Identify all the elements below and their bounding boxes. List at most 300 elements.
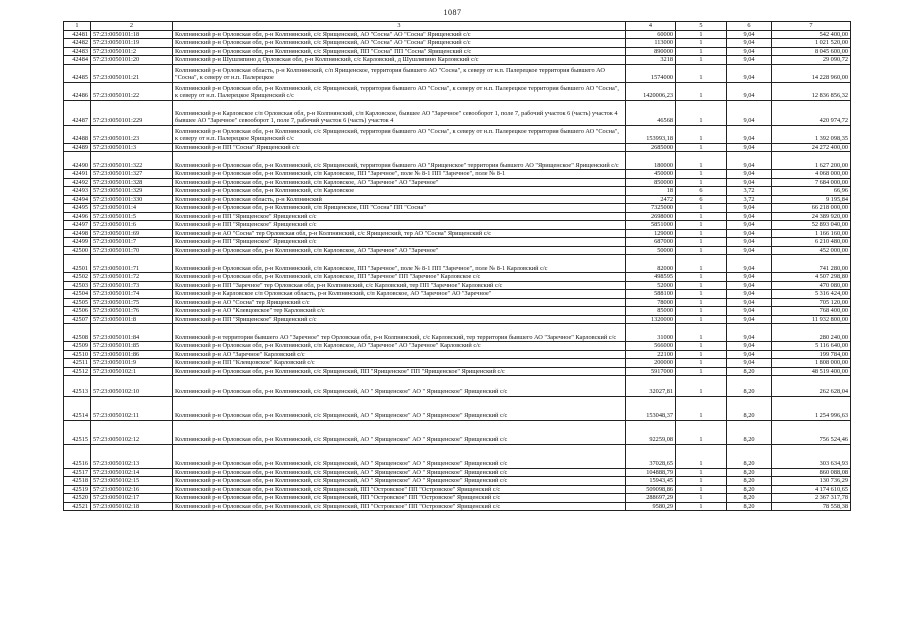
- cadastral-number-cell: 57:23:0050101:5: [91, 212, 173, 221]
- address-cell: Колпнянский р-н Орловская обл, р-н Колпнянский, с/с Ярищенский, АО " Ярищенское" АО " Ярищенское" Ярищенский с/с: [173, 468, 626, 477]
- specific-value-cell: 8,20: [727, 468, 772, 477]
- address-cell: Колпнянский р-н Орловская обл, р-н Колпнянский, с/с Ярищенский, АО " Ярищенское" АО " Ярищенское" Ярищенский с/с: [173, 477, 626, 486]
- cadastral-number-cell: 57:23:0050101:23: [91, 125, 173, 143]
- address-cell: Колпнянский р-н ПП "Ярищенское" Ярищенский с/с: [173, 238, 626, 247]
- cadastral-number-cell: 57:23:0050102:13: [91, 444, 173, 468]
- row-number-cell: 42500: [64, 246, 91, 255]
- category-code-cell: 1: [676, 367, 727, 376]
- area-cell: 82000: [626, 255, 676, 273]
- area-cell: 52000: [626, 281, 676, 290]
- area-cell: 2685000: [626, 143, 676, 152]
- specific-value-cell: 3,72: [727, 195, 772, 204]
- page-number: 1087: [443, 8, 462, 17]
- cadastral-number-cell: 57:23:0050101:75: [91, 298, 173, 307]
- area-cell: 890000: [626, 47, 676, 56]
- address-cell: Колпнянский р-н Орловская область, р-н Колпнянский: [173, 195, 626, 204]
- row-number-cell: 42507: [64, 315, 91, 324]
- cadastral-number-cell: 57:23:0050102:16: [91, 485, 173, 494]
- row-number-cell: 42490: [64, 152, 91, 170]
- cadastral-value-cell: 1 392 098,35: [772, 125, 851, 143]
- category-code-cell: 6: [676, 195, 727, 204]
- table-row: [64, 170, 851, 179]
- table-row: [64, 56, 851, 65]
- specific-value-cell: 9,04: [727, 125, 772, 143]
- area-cell: 2698000: [626, 212, 676, 221]
- area-cell: 850000: [626, 178, 676, 187]
- row-number-cell: 42499: [64, 238, 91, 247]
- address-cell: Колпнянский р-н Орловская обл, р-н Колпнянский, с/п Карловское, АО "Заречное" АО "Заречное" Карловский с/с: [173, 342, 626, 351]
- table-row: [64, 315, 851, 324]
- area-cell: 288697,29: [626, 494, 676, 503]
- category-code-cell: 1: [676, 324, 727, 342]
- cadastral-value-cell: 78 558,38: [772, 502, 851, 511]
- row-number-cell: 42518: [64, 477, 91, 486]
- row-number-cell: 42483: [64, 47, 91, 56]
- specific-value-cell: 9,04: [727, 30, 772, 39]
- category-code-cell: 1: [676, 485, 727, 494]
- category-code-cell: 1: [676, 47, 727, 56]
- category-code-cell: 1: [676, 298, 727, 307]
- category-code-cell: 1: [676, 143, 727, 152]
- address-cell: Колпнянский р-н АО "Сосна" тер Орловская обл, р-н Колпнянский, с/с Ярищенский, тер АО "Сосна" Ярищенский с/с: [173, 229, 626, 238]
- address-cell: Колпнянский р-н ПП "Ярищенское" Ярищенский с/с: [173, 212, 626, 221]
- column-number: 3: [173, 22, 626, 31]
- cadastral-number-cell: 57:23:0050102:18: [91, 502, 173, 511]
- table-row: [64, 477, 851, 486]
- address-cell: Колпнянский р-н Орловская обл, р-н Колпнянский, с/с Ярищенский, ПП "Островское" ПП "Островское" Ярищенский с/с: [173, 485, 626, 494]
- area-cell: 50000: [626, 246, 676, 255]
- category-code-cell: 1: [676, 290, 727, 299]
- row-number-cell: 42519: [64, 485, 91, 494]
- row-number-cell: 42506: [64, 307, 91, 316]
- row-number-cell: 42521: [64, 502, 91, 511]
- area-cell: 1420006,23: [626, 82, 676, 100]
- address-cell: Колпнянский р-н АО "Заречное" Карловский с/с: [173, 350, 626, 359]
- cadastral-value-cell: 860 088,08: [772, 468, 851, 477]
- specific-value-cell: 9,04: [727, 212, 772, 221]
- cadastral-number-cell: 57:23:0050101:84: [91, 324, 173, 342]
- cadastral-value-cell: 24 389 920,00: [772, 212, 851, 221]
- row-number-cell: 42493: [64, 187, 91, 196]
- category-code-cell: 1: [676, 170, 727, 179]
- cadastral-value-table: [63, 21, 851, 511]
- cadastral-value-cell: 1 021 520,00: [772, 39, 851, 48]
- area-cell: 22100: [626, 350, 676, 359]
- cadastral-number-cell: 57:23:0050101:76: [91, 307, 173, 316]
- table-row: [64, 468, 851, 477]
- cadastral-value-cell: 66 218 000,00: [772, 204, 851, 213]
- category-code-cell: 1: [676, 64, 727, 82]
- area-cell: 566000: [626, 342, 676, 351]
- column-number: 4: [626, 22, 676, 31]
- specific-value-cell: 8,20: [727, 485, 772, 494]
- table-row: [64, 367, 851, 376]
- specific-value-cell: 8,20: [727, 367, 772, 376]
- category-code-cell: 1: [676, 178, 727, 187]
- specific-value-cell: 9,04: [727, 204, 772, 213]
- cadastral-value-cell: 262 628,04: [772, 376, 851, 397]
- address-cell: Колпнянский р-н Орловская обл, р-н Колпнянский, с/с Ярищенский, АО " Ярищенское" АО " Ярищенское" Ярищенский с/с: [173, 444, 626, 468]
- cadastral-value-cell: 705 120,00: [772, 298, 851, 307]
- area-cell: 60000: [626, 30, 676, 39]
- row-number-cell: 42516: [64, 444, 91, 468]
- row-number-cell: 42485: [64, 64, 91, 82]
- cadastral-value-cell: 5 116 640,00: [772, 342, 851, 351]
- row-number-cell: 42491: [64, 170, 91, 179]
- cadastral-number-cell: 57:23:0050101:86: [91, 350, 173, 359]
- category-code-cell: 1: [676, 273, 727, 282]
- cadastral-number-cell: 57:23:0050101:330: [91, 195, 173, 204]
- area-cell: 200000: [626, 359, 676, 368]
- cadastral-number-cell: 57:23:0050101:22: [91, 82, 173, 100]
- specific-value-cell: 9,04: [727, 229, 772, 238]
- area-cell: 450000: [626, 170, 676, 179]
- row-number-cell: 42502: [64, 273, 91, 282]
- specific-value-cell: 8,20: [727, 376, 772, 397]
- column-number: 1: [64, 22, 91, 31]
- address-cell: Колпнянский р-н Орловская область, р-н Колпнянский, с/п Ярищенское, территория бывшего АО "Сосна", к северу от н.п. Палерецкое территория бывшего АО "Сосна", к северу от н.п. Палерецкое: [173, 64, 626, 82]
- cadastral-number-cell: 57:23:0050101:69: [91, 229, 173, 238]
- table-row: [64, 420, 851, 444]
- cadastral-number-cell: 57:23:0050101:229: [91, 100, 173, 125]
- area-cell: 9580,29: [626, 502, 676, 511]
- cadastral-value-cell: 24 272 400,00: [772, 143, 851, 152]
- row-number-cell: 42498: [64, 229, 91, 238]
- cadastral-value-cell: 199 784,00: [772, 350, 851, 359]
- address-cell: Колпнянский р-н Шушляпино д Орловская обл, р-н Колпнянский, с/с Карловский, д Шушляпино Карловский с/с: [173, 56, 626, 65]
- cadastral-value-cell: 48 519 400,00: [772, 367, 851, 376]
- cadastral-number-cell: 57:23:0050101:20: [91, 56, 173, 65]
- area-cell: 153993,18: [626, 125, 676, 143]
- cadastral-value-cell: 4 174 610,65: [772, 485, 851, 494]
- area-cell: 498595: [626, 273, 676, 282]
- specific-value-cell: 9,04: [727, 82, 772, 100]
- specific-value-cell: 9,04: [727, 221, 772, 230]
- cadastral-number-cell: 57:23:0050101:72: [91, 273, 173, 282]
- row-number-cell: 42496: [64, 212, 91, 221]
- cadastral-value-cell: 130 736,29: [772, 477, 851, 486]
- category-code-cell: 1: [676, 30, 727, 39]
- cadastral-value-cell: 29 090,72: [772, 56, 851, 65]
- address-cell: Колпнянский р-н Орловская обл, р-н Колпнянский, с/с Ярищенский, ПП "Островское" ПП "Островское" Ярищенский с/с: [173, 502, 626, 511]
- table-row: [64, 485, 851, 494]
- address-cell: Колпнянский р-н Орловская обл, р-н Колпнянский, с/п Карловское, ПП "Заречное" ПП "Заречное" Карловское с/с: [173, 273, 626, 282]
- area-cell: 5917000: [626, 367, 676, 376]
- area-cell: 85000: [626, 307, 676, 316]
- category-code-cell: 1: [676, 221, 727, 230]
- cadastral-number-cell: 57:23:0050101:21: [91, 64, 173, 82]
- row-number-cell: 42520: [64, 494, 91, 503]
- cadastral-number-cell: 57:23:0050101:85: [91, 342, 173, 351]
- row-number-cell: 42497: [64, 221, 91, 230]
- specific-value-cell: 9,04: [727, 273, 772, 282]
- row-number-cell: 42511: [64, 359, 91, 368]
- cadastral-number-cell: 57:23:0050101:329: [91, 187, 173, 196]
- specific-value-cell: 9,04: [727, 64, 772, 82]
- table-row: [64, 494, 851, 503]
- cadastral-value-cell: 1 166 160,00: [772, 229, 851, 238]
- row-number-cell: 42513: [64, 376, 91, 397]
- cadastral-number-cell: 57:23:0050101:327: [91, 170, 173, 179]
- table-row: [64, 238, 851, 247]
- row-number-cell: 42510: [64, 350, 91, 359]
- address-cell: Колпнянский р-н ПП "Сосна" Ярищенский с/с: [173, 143, 626, 152]
- address-cell: Колпнянский р-н Орловская обл, р-н Колпнянский, с/п Карловское, АО "Заречное" АО "Заречное": [173, 178, 626, 187]
- table-row: [64, 212, 851, 221]
- specific-value-cell: 9,04: [727, 152, 772, 170]
- row-number-cell: 42481: [64, 30, 91, 39]
- category-code-cell: 1: [676, 255, 727, 273]
- category-code-cell: 1: [676, 359, 727, 368]
- area-cell: 18: [626, 187, 676, 196]
- row-number-cell: 42487: [64, 100, 91, 125]
- area-cell: 2472: [626, 195, 676, 204]
- category-code-cell: 1: [676, 82, 727, 100]
- specific-value-cell: 9,04: [727, 324, 772, 342]
- specific-value-cell: 9,04: [727, 307, 772, 316]
- table-row: [64, 502, 851, 511]
- table-row: [64, 64, 851, 82]
- row-number-cell: 42495: [64, 204, 91, 213]
- address-cell: Колпнянский р-н Орловская обл, р-н Колпнянский, с/с Ярищенский, ПП "Ярищенское" ПП "Ярищенское" Ярищенский с/с: [173, 367, 626, 376]
- address-cell: Колпнянский р-н Орловская обл, р-н Колпнянский, с/с Ярищенский, АО "Сосна" АО "Сосна" Ярищенский с/с: [173, 30, 626, 39]
- row-number-cell: 42488: [64, 125, 91, 143]
- table-row: [64, 82, 851, 100]
- category-code-cell: 6: [676, 187, 727, 196]
- cadastral-value-cell: 6 210 480,00: [772, 238, 851, 247]
- category-code-cell: 1: [676, 494, 727, 503]
- area-cell: 92259,08: [626, 420, 676, 444]
- address-cell: Колпнянский р-н Орловская обл, р-н Колпнянский, с/п Ярищенское, ПП "Сосна" ПП "Сосна": [173, 204, 626, 213]
- row-number-cell: 42501: [64, 255, 91, 273]
- cadastral-value-cell: 9 195,84: [772, 195, 851, 204]
- cadastral-value-cell: 12 836 856,32: [772, 82, 851, 100]
- column-number: 7: [772, 22, 851, 31]
- row-number-cell: 42512: [64, 367, 91, 376]
- table-row: [64, 221, 851, 230]
- cadastral-number-cell: 57:23:0050101:9: [91, 359, 173, 368]
- category-code-cell: 1: [676, 502, 727, 511]
- category-code-cell: 1: [676, 315, 727, 324]
- table-row: [64, 281, 851, 290]
- column-number-row: [64, 22, 851, 31]
- area-cell: 153048,37: [626, 396, 676, 420]
- specific-value-cell: 9,04: [727, 281, 772, 290]
- table-row: [64, 178, 851, 187]
- category-code-cell: 1: [676, 238, 727, 247]
- cadastral-number-cell: 57:23:0050102:15: [91, 477, 173, 486]
- address-cell: Колпнянский р-н АО "Сосна" тер Ярищенский с/с: [173, 298, 626, 307]
- area-cell: 32027,81: [626, 376, 676, 397]
- cadastral-value-cell: 4 068 000,00: [772, 170, 851, 179]
- specific-value-cell: 9,04: [727, 255, 772, 273]
- row-number-cell: 42515: [64, 420, 91, 444]
- address-cell: Колпнянский р-н Орловская обл, р-н Колпнянский, с/с Ярищенский, территория бывшего АО "Сосна", к северу от н.п. Палерецкое территория бывшего АО "Сосна", к северу от н.п. Палерецкое Ярищенский с/с: [173, 125, 626, 143]
- specific-value-cell: 3,72: [727, 187, 772, 196]
- table-row: [64, 396, 851, 420]
- cadastral-value-cell: 11 932 800,00: [772, 315, 851, 324]
- table-row: [64, 125, 851, 143]
- table-row: [64, 195, 851, 204]
- category-code-cell: 1: [676, 204, 727, 213]
- address-cell: Колпнянский р-н Орловская обл, р-н Колпнянский, с/п Карловское, ПП "Заречное", поле № 8-1 ПП "Заречное", поле № 8-1 Карловский с/с: [173, 255, 626, 273]
- cadastral-number-cell: 57:23:0050101:73: [91, 281, 173, 290]
- cadastral-number-cell: 57:23:0050101:19: [91, 39, 173, 48]
- area-cell: 588100: [626, 290, 676, 299]
- area-cell: 113000: [626, 39, 676, 48]
- area-cell: 129000: [626, 229, 676, 238]
- cadastral-value-cell: 52 893 040,00: [772, 221, 851, 230]
- table-row: [64, 307, 851, 316]
- specific-value-cell: 9,04: [727, 359, 772, 368]
- specific-value-cell: 9,04: [727, 100, 772, 125]
- cadastral-number-cell: 57:23:0050101:4: [91, 204, 173, 213]
- area-cell: 7325000: [626, 204, 676, 213]
- address-cell: Колпнянский р-н ПП "Ярищенское" Ярищенский с/с: [173, 315, 626, 324]
- cadastral-value-cell: 756 524,46: [772, 420, 851, 444]
- address-cell: Колпнянский р-н Орловская обл, р-н Колпнянский, с/п Карловское, ПП "Заречное", поле № 8-1 ПП "Заречное", поле № 8-1: [173, 170, 626, 179]
- cadastral-value-cell: 470 080,00: [772, 281, 851, 290]
- table-row: [64, 39, 851, 48]
- category-code-cell: 1: [676, 39, 727, 48]
- table-row: [64, 229, 851, 238]
- address-cell: Колпнянский р-н Орловская обл, р-н Колпнянский, с/с Ярищенский, АО " Ярищенское" АО " Ярищенское" Ярищенский с/с: [173, 396, 626, 420]
- row-number-cell: 42504: [64, 290, 91, 299]
- category-code-cell: 1: [676, 420, 727, 444]
- area-cell: 3218: [626, 56, 676, 65]
- table-row: [64, 47, 851, 56]
- column-number: 2: [91, 22, 173, 31]
- cadastral-value-cell: 14 228 960,00: [772, 64, 851, 82]
- table-row: [64, 246, 851, 255]
- category-code-cell: 1: [676, 307, 727, 316]
- cadastral-number-cell: 57:23:0050102:10: [91, 376, 173, 397]
- table-row: [64, 143, 851, 152]
- category-code-cell: 1: [676, 56, 727, 65]
- column-number: 5: [676, 22, 727, 31]
- cadastral-number-cell: 57:23:0050101:8: [91, 315, 173, 324]
- row-number-cell: 42494: [64, 195, 91, 204]
- cadastral-number-cell: 57:23:0050102:14: [91, 468, 173, 477]
- table-row: [64, 273, 851, 282]
- row-number-cell: 42505: [64, 298, 91, 307]
- specific-value-cell: 9,04: [727, 178, 772, 187]
- address-cell: Колпнянский р-н Орловская обл, р-н Колпнянский, с/с Ярищенский, ПП "Островское" ПП "Островское" Ярищенский с/с: [173, 494, 626, 503]
- address-cell: Колпнянский р-н Орловская обл, р-н Колпнянский, с/с Ярищенский, территория бывшего АО "Сосна", к северу от н.п. Палерецкое территория бывшего АО "Сосна", к северу от н.п. Палерецкое Ярищенский с/с: [173, 82, 626, 100]
- specific-value-cell: 9,04: [727, 350, 772, 359]
- cadastral-number-cell: 57:23:0050101:322: [91, 152, 173, 170]
- cadastral-value-cell: 542 400,00: [772, 30, 851, 39]
- row-number-cell: 42482: [64, 39, 91, 48]
- specific-value-cell: 9,04: [727, 170, 772, 179]
- row-number-cell: 42509: [64, 342, 91, 351]
- row-number-cell: 42486: [64, 82, 91, 100]
- cadastral-number-cell: 57:23:0050102:17: [91, 494, 173, 503]
- cadastral-value-cell: 303 634,93: [772, 444, 851, 468]
- address-cell: Колпнянский р-н Орловская обл, р-н Колпнянский, с/с Ярищенский, АО " Ярищенское" АО " Ярищенское" Ярищенский с/с: [173, 420, 626, 444]
- table-row: [64, 359, 851, 368]
- category-code-cell: 1: [676, 281, 727, 290]
- specific-value-cell: 9,04: [727, 47, 772, 56]
- cadastral-value-cell: 1 808 000,00: [772, 359, 851, 368]
- specific-value-cell: 9,04: [727, 342, 772, 351]
- table-row: [64, 100, 851, 125]
- specific-value-cell: 8,20: [727, 444, 772, 468]
- cadastral-value-cell: 741 280,00: [772, 255, 851, 273]
- table-row: [64, 30, 851, 39]
- specific-value-cell: 9,04: [727, 315, 772, 324]
- area-cell: 31000: [626, 324, 676, 342]
- specific-value-cell: 9,04: [727, 298, 772, 307]
- area-cell: 180000: [626, 152, 676, 170]
- cadastral-value-cell: 1 627 200,00: [772, 152, 851, 170]
- specific-value-cell: 9,04: [727, 143, 772, 152]
- table-row: [64, 342, 851, 351]
- address-cell: Колпнянский р-н Орловская обл, р-н Колпнянский, с/п Карловское, АО "Заречное" АО "Заречное": [173, 246, 626, 255]
- specific-value-cell: 8,20: [727, 396, 772, 420]
- category-code-cell: 1: [676, 396, 727, 420]
- cadastral-value-cell: 5 316 424,00: [772, 290, 851, 299]
- cadastral-value-cell: 2 367 317,78: [772, 494, 851, 503]
- category-code-cell: 1: [676, 100, 727, 125]
- cadastral-value-cell: 1 254 996,63: [772, 396, 851, 420]
- table-row: [64, 324, 851, 342]
- row-number-cell: 42484: [64, 56, 91, 65]
- cadastral-value-cell: 7 684 000,00: [772, 178, 851, 187]
- specific-value-cell: 9,04: [727, 290, 772, 299]
- address-cell: Колпнянский р-н Орловская обл, р-н Колпнянский, с/с Ярищенский, АО "Сосна" АО "Сосна" Ярищенский с/с: [173, 39, 626, 48]
- cadastral-number-cell: 57:23:0050101:3: [91, 143, 173, 152]
- table-row: [64, 350, 851, 359]
- cadastral-value-cell: 452 000,00: [772, 246, 851, 255]
- row-number-cell: 42492: [64, 178, 91, 187]
- specific-value-cell: 8,20: [727, 502, 772, 511]
- category-code-cell: 1: [676, 125, 727, 143]
- category-code-cell: 1: [676, 477, 727, 486]
- address-cell: Колпнянский р-н Карловское с/п Орловская область, р-н Колпнянский, с/п Карловское, АО "Заречное" АО "Заречное": [173, 290, 626, 299]
- column-number: 6: [727, 22, 772, 31]
- cadastral-number-cell: 57:23:0050101:2: [91, 47, 173, 56]
- table-row: [64, 290, 851, 299]
- row-number-cell: 42508: [64, 324, 91, 342]
- specific-value-cell: 8,20: [727, 477, 772, 486]
- address-cell: Колпнянский р-н Орловская обл, р-н Колпнянский, с/с Ярищенский, АО " Ярищенское" АО " Ярищенское" Ярищенский с/с: [173, 376, 626, 397]
- address-cell: Колпнянский р-н Карловское с/п Орловская обл, р-н Колпнянский, с/п Карловское, бывшее АО "Заречное" севооборот 1, поле 7, рабочий участок 6 (часть) участок 4 бывшее АО "Заречное" севооборот 1, поле 7, рабочий участок 6 (часть) участок 4: [173, 100, 626, 125]
- address-cell: Колпнянский р-н АО "Клевцовское" тер Карловский с/с: [173, 307, 626, 316]
- specific-value-cell: 9,04: [727, 56, 772, 65]
- category-code-cell: 1: [676, 229, 727, 238]
- category-code-cell: 1: [676, 342, 727, 351]
- area-cell: 687000: [626, 238, 676, 247]
- row-number-cell: 42503: [64, 281, 91, 290]
- specific-value-cell: 8,20: [727, 494, 772, 503]
- area-cell: 104888,79: [626, 468, 676, 477]
- cadastral-number-cell: 57:23:0050101:70: [91, 246, 173, 255]
- category-code-cell: 1: [676, 376, 727, 397]
- specific-value-cell: 9,04: [727, 39, 772, 48]
- cadastral-number-cell: 57:23:0050101:18: [91, 30, 173, 39]
- address-cell: Колпнянский р-н ПП "Клевцовское" Карловский с/с: [173, 359, 626, 368]
- area-cell: 1320000: [626, 315, 676, 324]
- address-cell: Колпнянский р-н Орловская обл, р-н Колпнянский, с/с Ярищенский, ПП "Сосна" ПП "Сосна" Ярищенский с/с: [173, 47, 626, 56]
- table-row: [64, 444, 851, 468]
- cadastral-value-cell: 66,96: [772, 187, 851, 196]
- cadastral-number-cell: 57:23:0050101:71: [91, 255, 173, 273]
- cadastral-value-cell: 4 507 298,80: [772, 273, 851, 282]
- row-number-cell: 42489: [64, 143, 91, 152]
- address-cell: Колпнянский р-н Орловская обл, р-н Колпнянский, с/с Ярищенский, территория бывшего АО "Ярищенское" территория бывшего АО "Ярищенское" Ярищенский с/с: [173, 152, 626, 170]
- table-row: [64, 187, 851, 196]
